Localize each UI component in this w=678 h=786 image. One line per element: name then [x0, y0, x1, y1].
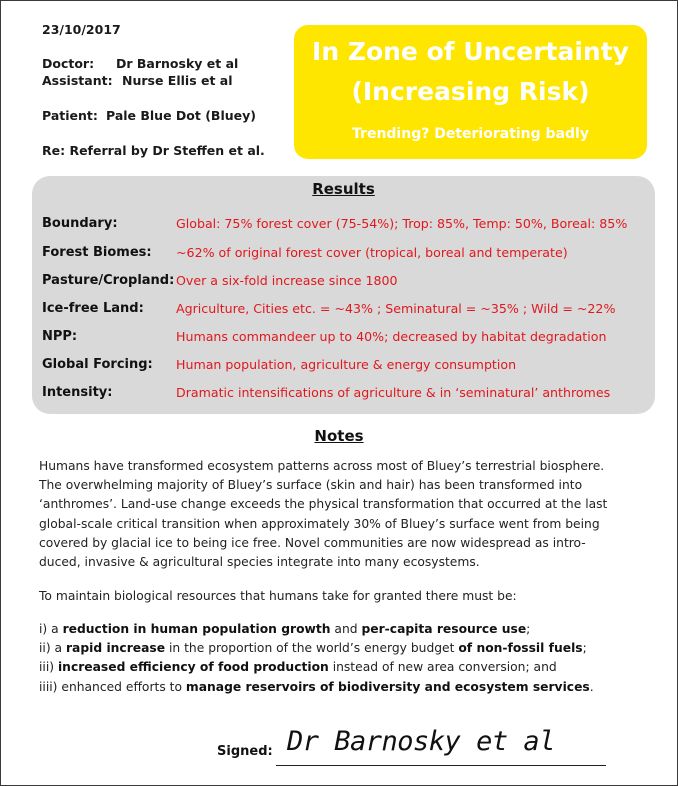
notes-line: The overwhelming majority of Bluey’s surface (skin and hair) has been transformed into [39, 478, 583, 493]
status-box [294, 25, 647, 159]
patient-label: Patient: [42, 108, 98, 123]
result-label: Intensity: [42, 385, 113, 400]
notes-title: Notes [314, 427, 364, 445]
notes-intro: To maintain biological resources that humans take for granted there must be: [39, 589, 517, 603]
result-label: Global Forcing: [42, 357, 153, 372]
report-date: 23/10/2017 [42, 22, 121, 37]
result-value: Human population, agriculture & energy consumption [176, 357, 517, 372]
result-value: ~62% of original forest cover (tropical, boreal and temperate) [176, 245, 568, 260]
notes-line: ‘anthromes’. Land-use change exceeds the physical transformation that occurred at the last [39, 497, 608, 512]
signed-label: Signed: [217, 744, 273, 759]
list-item: iii) increased efficiency of food production instead of new area conversion; and [39, 660, 557, 675]
result-value: Over a six-fold increase since 1800 [176, 273, 398, 288]
doctor-label: Doctor: [42, 56, 95, 71]
referral-line: Re: Referral by Dr Steffen et al. [42, 143, 265, 158]
notes-line: duced, invasive & agricultural species integrate into many ecosystems. [39, 555, 480, 570]
result-label: Forest Biomes: [42, 245, 152, 260]
status-risk: (Increasing Risk) [351, 77, 590, 106]
result-value: Humans commandeer up to 40%; decreased by habitat degradation [176, 329, 607, 344]
notes-line: Humans have transformed ecosystem patterns across most of Bluey’s terrestrial biosphere. [39, 459, 605, 473]
doctor-line [42, 56, 239, 71]
result-value: Agriculture, Cities etc. = ~43% ; Seminatural = ~35% ; Wild = ~22% [176, 301, 616, 316]
result-value: Global: 75% forest cover (75-54%); Trop: 85%, Temp: 50%, Boreal: 85% [176, 216, 628, 231]
patient-value: Pale Blue Dot (Bluey) [106, 108, 256, 123]
status-trend: Trending? Deteriorating badly [352, 126, 589, 142]
result-label: Ice-free Land: [42, 301, 144, 316]
status-title: In Zone of Uncertainty [312, 37, 629, 66]
result-label: NPP: [42, 329, 78, 344]
results-title: Results [312, 180, 375, 198]
signature-line [276, 765, 606, 766]
list-item: i) a reduction in human population growth and per-capita resource use; [39, 622, 531, 636]
assistant-label: Assistant: [42, 73, 113, 88]
result-label: Boundary: [42, 216, 118, 231]
assistant-line [42, 73, 233, 88]
result-value: Dramatic intensifications of agriculture & in ‘seminatural’ anthromes [176, 385, 611, 400]
list-item: iiii) enhanced efforts to manage reservoirs of biodiversity and ecosystem services. [39, 679, 594, 694]
signature: Dr Barnosky et al [287, 726, 555, 757]
assistant-value: Nurse Ellis et al [122, 73, 233, 88]
patient-line [42, 108, 256, 123]
notes-paragraph [39, 457, 659, 572]
recommendations-list [39, 620, 659, 697]
results-panel [32, 176, 655, 414]
list-item: ii) a rapid increase in the proportion of the world’s energy budget of non-fossil fuels; [39, 641, 587, 656]
notes-line: global-scale critical transition when approximately 30% of Bluey’s surface went from being [39, 516, 600, 531]
doctor-value: Dr Barnosky et al [116, 56, 239, 71]
notes-line: covered by glacial ice to being ice free. Novel communities are now widespread as intro- [39, 535, 586, 550]
result-label: Pasture/Cropland: [42, 273, 175, 288]
